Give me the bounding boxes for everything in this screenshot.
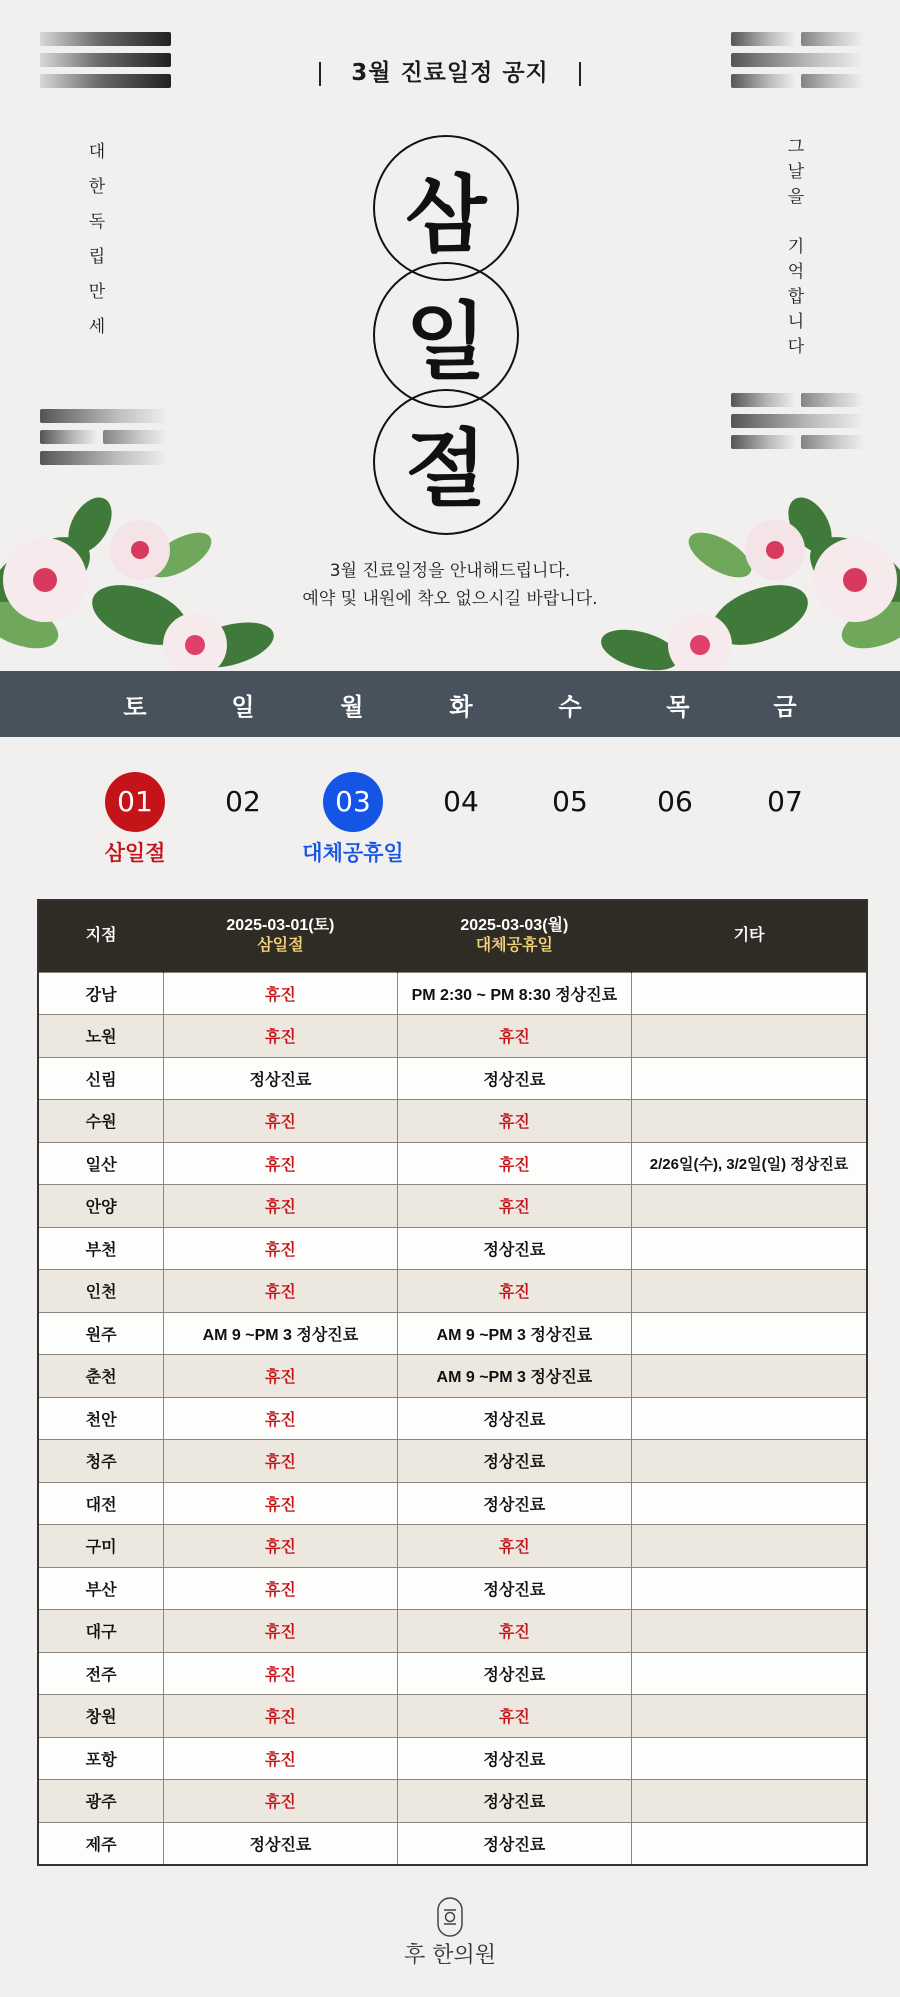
table-row — [38, 1695, 867, 1738]
date2-status-cell: 휴진 — [397, 1142, 631, 1185]
branch-cell: 일산 — [38, 1142, 164, 1185]
table-row — [38, 1482, 867, 1525]
other-note-cell — [632, 1355, 867, 1398]
other-note-cell — [632, 1312, 867, 1355]
other-note-cell — [632, 1610, 867, 1653]
date-holiday: 01 — [105, 772, 165, 832]
other-note-cell — [632, 1652, 867, 1695]
date2-status-cell: 정상진료 — [397, 1397, 631, 1440]
vertical-char: 합 — [787, 287, 805, 307]
date1-status-cell: 휴진 — [164, 1610, 397, 1653]
date1-status-cell: 휴진 — [164, 1100, 397, 1143]
date1-status-cell: 휴진 — [164, 1015, 397, 1058]
header-date-text: 2025-03-03(월) — [460, 917, 569, 935]
hibiscus-right-illustration — [600, 495, 900, 671]
date1-status-cell: 휴진 — [164, 1397, 397, 1440]
vertical-char: 다 — [787, 337, 805, 357]
header-sub-text: 대체공휴일 — [475, 937, 553, 955]
date1-status-cell: 휴진 — [164, 1482, 397, 1525]
branch-cell: 구미 — [38, 1525, 164, 1568]
vertical-char: 억 — [787, 262, 805, 282]
decor-bar — [40, 430, 97, 444]
vertical-char: 한 — [88, 177, 106, 197]
date2-status-cell: 정상진료 — [397, 1482, 631, 1525]
date2-status-cell: PM 2:30 ~ PM 8:30 정상진료 — [397, 972, 631, 1015]
holiday-label: 삼일절 — [104, 841, 166, 865]
table-row — [38, 1312, 867, 1355]
branch-cell: 인천 — [38, 1270, 164, 1313]
substitute-holiday-label: 대체공휴일 — [302, 841, 404, 865]
branch-cell: 강남 — [38, 972, 164, 1015]
vertical-char: 날 — [787, 162, 805, 182]
decor-bar — [731, 435, 795, 449]
date2-status-cell: 휴진 — [397, 1270, 631, 1313]
table-row — [38, 1610, 867, 1653]
vertical-char: 을 — [787, 187, 805, 207]
table-row — [38, 1822, 867, 1865]
date1-status-cell: 휴진 — [164, 1525, 397, 1568]
vertical-char: 세 — [88, 317, 106, 337]
other-note-cell — [632, 1440, 867, 1483]
table-row — [38, 1567, 867, 1610]
weekday-label: 금 — [773, 692, 797, 721]
header-date-text: 2025-03-01(토) — [226, 917, 335, 935]
date1-status-cell: 휴진 — [164, 1695, 397, 1738]
date2-status-cell: 정상진료 — [397, 1567, 631, 1610]
left-vertical-text — [82, 135, 112, 345]
right-vertical-text — [781, 135, 811, 360]
date2-status-cell: 휴진 — [397, 1525, 631, 1568]
branch-cell: 부산 — [38, 1567, 164, 1610]
date2-status-cell: AM 9 ~PM 3 정상진료 — [397, 1312, 631, 1355]
clinic-logo-icon — [434, 1896, 466, 1938]
other-note-cell — [632, 1780, 867, 1823]
table-row — [38, 1780, 867, 1823]
decor-bar — [40, 32, 171, 46]
intro-line: 예약 및 내원에 착오 없으시길 바랍니다. — [302, 589, 598, 609]
date1-status-cell: 정상진료 — [164, 1057, 397, 1100]
date2-status-cell: 정상진료 — [397, 1440, 631, 1483]
other-note-cell — [632, 1822, 867, 1865]
decor-bar — [40, 451, 166, 465]
table-row — [38, 1057, 867, 1100]
branch-cell: 천안 — [38, 1397, 164, 1440]
table-row — [38, 1185, 867, 1228]
header-other: 기타 — [632, 900, 867, 972]
vertical-char: 그 — [787, 137, 805, 157]
date-substitute-holiday: 03 — [323, 772, 383, 832]
date1-status-cell: 휴진 — [164, 1652, 397, 1695]
header-date2 — [397, 900, 631, 972]
clinic-name: 후 한의원 — [403, 1943, 496, 1968]
table-row — [38, 1227, 867, 1270]
decor-bar — [801, 393, 863, 407]
weekday-bar — [0, 671, 900, 737]
date1-status-cell: 휴진 — [164, 1567, 397, 1610]
date2-status-cell: 휴진 — [397, 1015, 631, 1058]
branch-cell: 노원 — [38, 1015, 164, 1058]
other-note-cell — [632, 1482, 867, 1525]
decor-bar — [801, 435, 863, 449]
vertical-char: 니 — [787, 312, 805, 332]
date2-status-cell: 정상진료 — [397, 1822, 631, 1865]
date1-status-cell: 휴진 — [164, 1355, 397, 1398]
title-circle: 절 — [373, 389, 519, 535]
date2-status-cell: 정상진료 — [397, 1737, 631, 1780]
notice-text: 3월 진료일정 공지 — [351, 60, 549, 86]
weekday-label: 수 — [558, 692, 582, 721]
decor-bar — [731, 32, 795, 46]
divider — [579, 62, 581, 86]
table-row — [38, 1100, 867, 1143]
other-note-cell — [632, 1737, 867, 1780]
date2-status-cell: 휴진 — [397, 1185, 631, 1228]
branch-cell: 창원 — [38, 1695, 164, 1738]
branch-cell: 부천 — [38, 1227, 164, 1270]
branch-cell: 전주 — [38, 1652, 164, 1695]
vertical-char: 기 — [787, 237, 805, 257]
table-row — [38, 1525, 867, 1568]
weekday-label: 일 — [231, 692, 255, 721]
date1-status-cell: 정상진료 — [164, 1822, 397, 1865]
branch-cell: 청주 — [38, 1440, 164, 1483]
vertical-char: 대 — [88, 142, 106, 162]
branch-cell: 대구 — [38, 1610, 164, 1653]
other-note-cell — [632, 1695, 867, 1738]
notice-heading — [0, 54, 900, 87]
date2-status-cell: 정상진료 — [397, 1057, 631, 1100]
branch-cell: 원주 — [38, 1312, 164, 1355]
date-number: 02 — [225, 785, 261, 818]
date1-status-cell: AM 9 ~PM 3 정상진료 — [164, 1312, 397, 1355]
table-row — [38, 972, 867, 1015]
weekday-label: 목 — [666, 692, 690, 721]
other-note-cell — [632, 1057, 867, 1100]
date1-status-cell: 휴진 — [164, 1440, 397, 1483]
other-note-cell — [632, 1015, 867, 1058]
table-row — [38, 1440, 867, 1483]
decor-bar — [731, 414, 863, 428]
intro-line: 3월 진료일정을 안내해드립니다. — [329, 561, 571, 581]
date2-status-cell: 휴진 — [397, 1695, 631, 1738]
title-circle: 삼 — [373, 135, 519, 281]
hibiscus-left-illustration — [0, 495, 300, 671]
other-note-cell — [632, 1185, 867, 1228]
date1-status-cell: 휴진 — [164, 1185, 397, 1228]
branch-cell: 수원 — [38, 1100, 164, 1143]
table-header-row — [38, 900, 867, 972]
vertical-char: 독 — [88, 212, 106, 232]
date2-status-cell: 정상진료 — [397, 1227, 631, 1270]
branch-cell: 광주 — [38, 1780, 164, 1823]
date1-status-cell: 휴진 — [164, 1142, 397, 1185]
header-date1 — [164, 900, 397, 972]
other-note-cell — [632, 1100, 867, 1143]
branch-cell: 포항 — [38, 1737, 164, 1780]
table-row — [38, 1355, 867, 1398]
table-row — [38, 1270, 867, 1313]
table-row — [38, 1737, 867, 1780]
other-note-cell — [632, 1270, 867, 1313]
branch-cell: 제주 — [38, 1822, 164, 1865]
branch-cell: 춘천 — [38, 1355, 164, 1398]
decor-bar — [801, 32, 863, 46]
title-circle: 일 — [373, 262, 519, 408]
weekday-label: 화 — [449, 692, 473, 721]
table-row — [38, 1142, 867, 1185]
decor-bar — [731, 393, 795, 407]
header-branch: 지점 — [38, 900, 164, 972]
date1-status-cell: 휴진 — [164, 972, 397, 1015]
date-number: 05 — [552, 785, 588, 818]
date2-status-cell: 정상진료 — [397, 1652, 631, 1695]
table-row — [38, 1652, 867, 1695]
other-note-cell: 2/26일(수), 3/2일(일) 정상진료 — [632, 1142, 867, 1185]
weekday-label: 토 — [123, 692, 147, 721]
decor-bar — [103, 430, 166, 444]
vertical-char — [781, 210, 811, 235]
branch-cell: 안양 — [38, 1185, 164, 1228]
date-number: 07 — [767, 785, 803, 818]
date2-status-cell: 정상진료 — [397, 1780, 631, 1823]
date2-status-cell: 휴진 — [397, 1610, 631, 1653]
other-note-cell — [632, 1227, 867, 1270]
divider — [319, 62, 321, 86]
date-number: 06 — [657, 785, 693, 818]
table-row — [38, 1397, 867, 1440]
branch-cell: 신림 — [38, 1057, 164, 1100]
decor-bar — [40, 409, 166, 423]
header-sub-text: 삼일절 — [257, 937, 304, 955]
vertical-char: 만 — [88, 282, 106, 302]
other-note-cell — [632, 1567, 867, 1610]
other-note-cell — [632, 1397, 867, 1440]
date1-status-cell: 휴진 — [164, 1780, 397, 1823]
branch-cell: 대전 — [38, 1482, 164, 1525]
other-note-cell — [632, 972, 867, 1015]
vertical-char: 립 — [88, 247, 106, 267]
schedule-table — [37, 899, 868, 1866]
date1-status-cell: 휴진 — [164, 1227, 397, 1270]
date2-status-cell: 휴진 — [397, 1100, 631, 1143]
date1-status-cell: 휴진 — [164, 1737, 397, 1780]
date2-status-cell: AM 9 ~PM 3 정상진료 — [397, 1355, 631, 1398]
other-note-cell — [632, 1525, 867, 1568]
date-number: 04 — [443, 785, 479, 818]
table-row — [38, 1015, 867, 1058]
date1-status-cell: 휴진 — [164, 1270, 397, 1313]
weekday-label: 월 — [340, 692, 364, 721]
